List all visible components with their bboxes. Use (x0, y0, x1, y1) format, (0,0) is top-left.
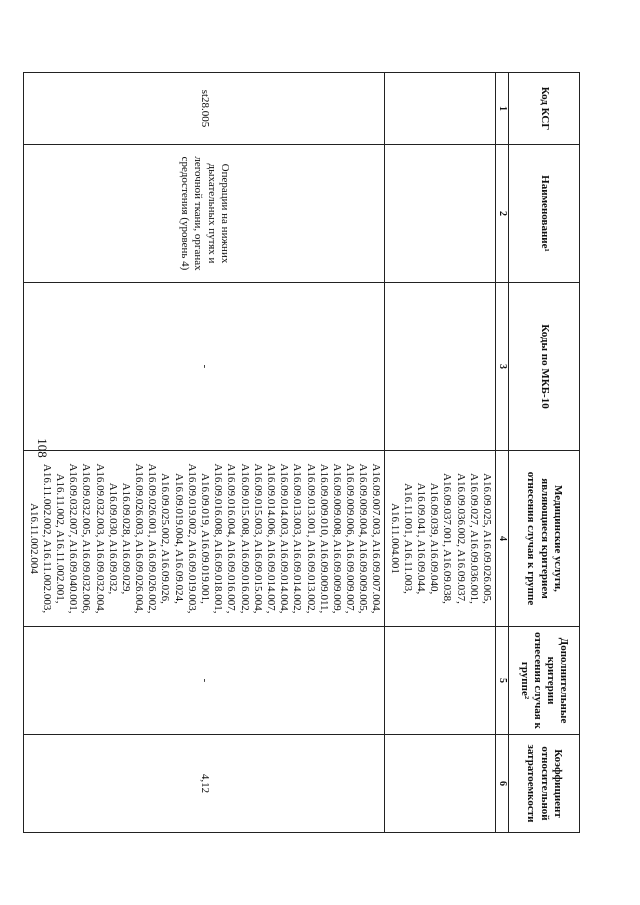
header-services: Медицинские услуги, являющиеся критерием отнесения случая к группе (509, 451, 580, 627)
services-cell: A16.09.007.003, A16.09.007.004, A16.09.009.004, A16.09.009.005, A16.09.009.006, A16.09.009.007, A16.09.009.008, A16.09.009.009, A16.09.009.010, A16.09.009.011, A16.09.013.001, A16.09.013.002, A16.09.013.003, A16.09.014.002, A16.09.014.003, A16.09.014.004, A16.09.014.006, A16.09.014.007, A16.09.015.003, A16.09.015.004, A16.09.015.008, A16.09.016.002, A16.09.016.004, A16.09.016.007, A16.09.016.008, A16.09.018.001, A16.09.019, A16.09.019.001, A16.09.019.002, A16.09.019.003, A16.09.019.004, A16.09.024, A16.09.025.002, A16.09.026, A16.09.026.001, A16.09.026.002, A16.09.026.003, A16.09.026.004, A16.09.028, A16.09.029, A16.09.030, A16.09.032, A16.09.032.003, A16.09.032.004, A16.09.032.005, A16.09.032.006, A16.09.032.007, A16.09.040.001, A16.11.002, A16.11.002.001, A16.11.002.002, A16.11.002.003, A16.11.002.004 (24, 451, 385, 627)
column-number: 4 (496, 451, 509, 627)
header-ksg-code: Код КСГ (509, 73, 580, 145)
column-number: 3 (496, 283, 509, 451)
column-number: 6 (496, 735, 509, 833)
header-coefficient: Коэффициент относительной затратоемкости (509, 735, 580, 833)
header-row (509, 73, 580, 833)
coefficient-cell (385, 735, 496, 833)
extra-cell (385, 627, 496, 735)
extra-criteria-cell: - (24, 627, 385, 735)
header-extra-criteria: Дополнительные критерии отнесения случая к группе² (509, 627, 580, 735)
mkb-cell (385, 283, 496, 451)
services-cell: A16.09.025, A16.09.026.005, A16.09.027, A16.09.036.001, A16.09.036.002, A16.09.037, A16.09.037.001, A16.09.038, A16.09.039, A16.09.040, A16.09.041, A16.09.044, A16.11.001, A16.11.003, A16.11.004.001 (385, 451, 496, 627)
column-number: 1 (496, 73, 509, 145)
table-row (24, 73, 385, 833)
column-number: 2 (496, 145, 509, 283)
name-cell (385, 145, 496, 283)
ksg-table (23, 72, 580, 833)
page-number: 108 (35, 438, 50, 458)
table-row (385, 73, 496, 833)
coefficient-cell: 4,12 (24, 735, 385, 833)
column-number: 5 (496, 627, 509, 735)
ksg-code-cell: st28.005 (24, 73, 385, 145)
column-number-row (496, 73, 509, 833)
ksg-name-cell: Операции на нижних дыхательных путях и легочной ткани, органах средостения (уровень 4) (24, 145, 385, 283)
header-mkb-codes: Коды по МКБ-10 (509, 283, 580, 451)
header-name: Наименование¹ (509, 145, 580, 283)
code-cell (385, 73, 496, 145)
mkb-cell: - (24, 283, 385, 451)
